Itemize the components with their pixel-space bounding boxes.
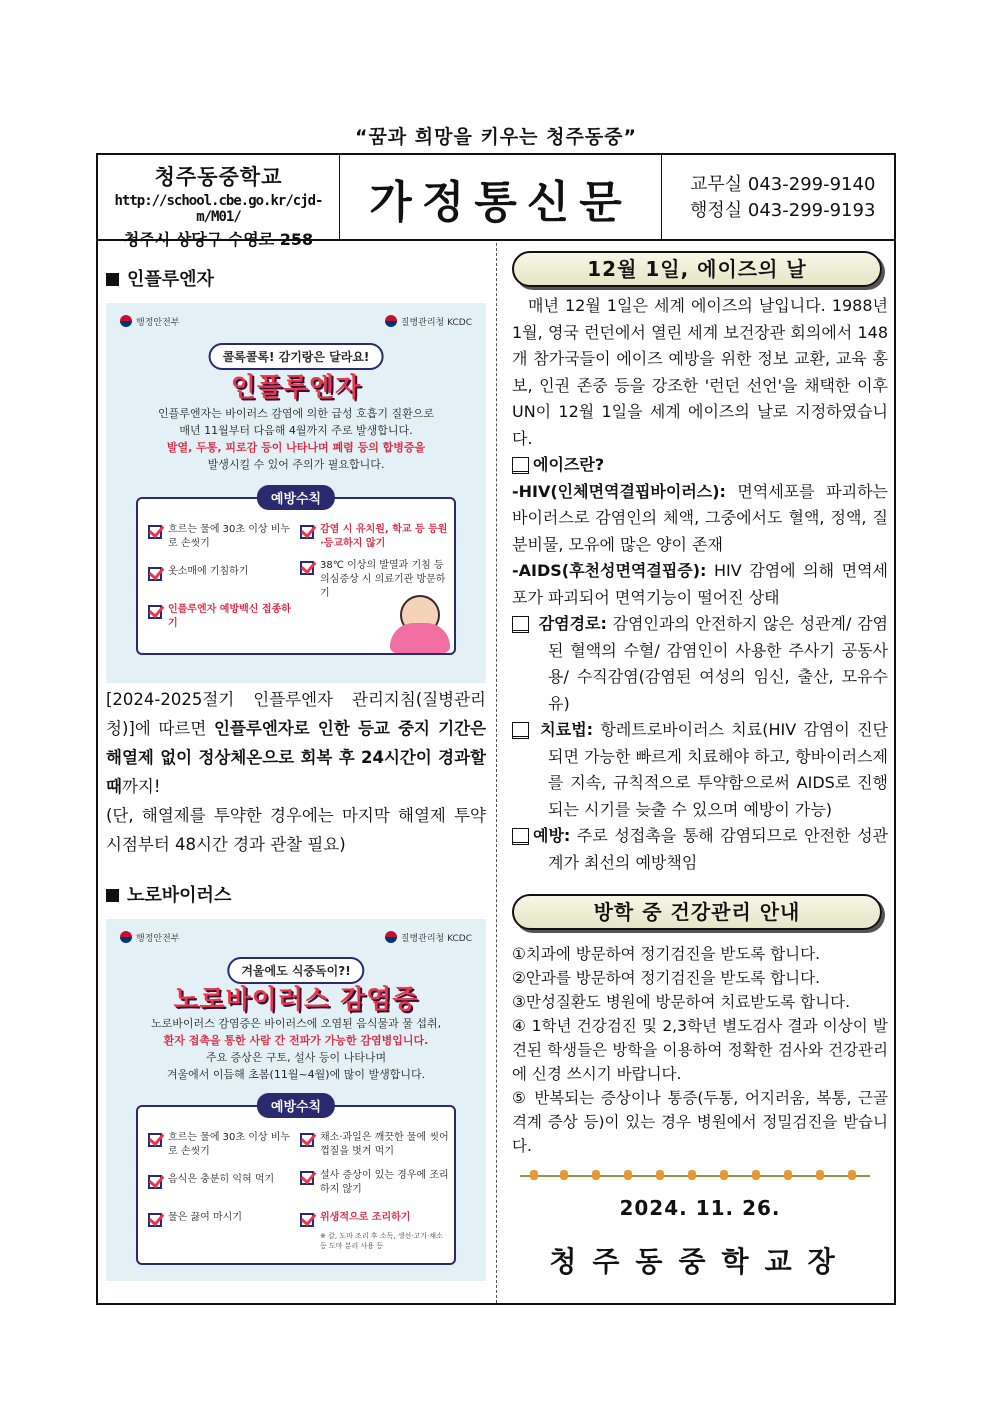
prevention-rule: 옷소매에 기침하기 (148, 565, 298, 579)
contact-academic-office: 교무실 043-299-9140 (690, 174, 876, 195)
checkbox-icon (148, 1213, 162, 1227)
list-item: ⑤ 반복되는 증상이나 통증(두통, 어지러움, 복통, 근골격계 증상 등)이 있는 경우 병원에서 정밀검진을 받습니다. (512, 1089, 888, 1155)
poster-description: 인플루엔자는 바이러스 감염에 의한 급성 호흡기 질환으로 매년 11월부터 다음해 4월까지 주로 발생합니다. 발열, 두통, 피로감 등이 나타나며 폐렴 등의 합병증을 발생시킬 수 있어 주의가 필요합니다. (157, 407, 434, 471)
aids-definition: -AIDS(후천성면역결핍증): HIV 감염에 의해 면역세포가 파괴되어 면역기능이 떨어진 상태 (512, 561, 888, 607)
flu-poster (106, 303, 486, 683)
checkbox-icon (300, 1171, 314, 1185)
prevention-rule: 38℃ 이상의 발열과 기침 등 의심증상 시 의료기관 방문하기 (300, 559, 450, 601)
checkbox-icon (512, 457, 529, 472)
contact-info (662, 155, 894, 241)
right-column (512, 243, 888, 1280)
motto: “꿈과 희망을 키우는 청주동중” (354, 126, 638, 148)
agency-left: 행정안전부 (120, 315, 179, 328)
government-logo-icon (120, 931, 132, 943)
square-bullet-icon (106, 889, 119, 902)
agency-right: 질병관리청 KCDC (385, 931, 472, 944)
prevention-rule: 채소·과일은 깨끗한 물에 씻어 껍질을 벗겨 먹기 (300, 1131, 450, 1159)
prevention-rule: 감염 시 유치원, 학교 등 등원·등교하지 않기 (300, 523, 450, 551)
list-item: ③만성질환도 병원에 방문하여 치료받도록 합니다. (512, 993, 850, 1011)
school-info (98, 155, 340, 249)
header (98, 155, 894, 249)
checkbox-icon (300, 561, 314, 575)
checkbox-icon (300, 525, 314, 539)
principal-signature: 청주동중학교장 (549, 1245, 851, 1278)
agency-right: 질병관리청 KCDC (385, 315, 472, 328)
list-item: ②안과를 방문하여 정기검진을 받도록 합니다. (512, 969, 821, 987)
prevention: 예방: 주로 성접촉을 통해 감염되므로 안전한 성관계가 최선의 예방책임 (512, 823, 888, 876)
checkbox-icon (512, 616, 529, 631)
vacation-health-banner: 방학 중 건강관리 안내 (512, 894, 882, 930)
poster-tagline: 콜록콜록! 감기랑은 달라요! (209, 343, 384, 370)
poster-title: 노로바이러스 감염증 (173, 985, 419, 1015)
infection-route: 감염경로: 감염인과의 안전하지 않은 성관계/ 감염된 혈액의 수혈/ 감염인이 사용한 주사기 공동사용/ 수직감염(감염된 여성의 임신, 출산, 모유수유) (512, 611, 888, 717)
poster-footnote: ※ 칼, 도마 조리 후 소독, 생선·고기·채소 등 도마 분리 사용 등 (320, 1232, 443, 1250)
column-divider (496, 243, 497, 1303)
vacation-health-list (512, 942, 888, 1158)
school-address: 청주시 상당구 수영로 258 (123, 230, 314, 249)
prevention-box (136, 1100, 456, 1265)
left-column (106, 243, 486, 1281)
prevention-rule: 음식은 충분히 익혀 먹기 (148, 1173, 298, 1187)
square-bullet-icon (106, 273, 119, 286)
kcdc-logo-icon (385, 315, 397, 327)
list-item: ④ 1학년 건강검진 및 2,3학년 별도검사 결과 이상이 발견된 학생들은 방학을 이용하여 정확한 검사와 건강관리에 신경 쓰시기 바랍니다. (512, 1017, 888, 1083)
checkbox-icon (512, 722, 529, 737)
poster-title: 인플루엔자 (230, 373, 362, 403)
page-title: 가정통신문 (340, 155, 662, 241)
flu-guideline-note: (단, 해열제를 투약한 경우에는 마지막 해열제 투약 시점부터 48시간 경과 관찰 필요) (106, 806, 486, 854)
issue-date: 2024. 11. 26. (619, 1196, 781, 1220)
prevention-rule: 흐르는 물에 30초 이상 비누로 손씻기 (148, 523, 298, 551)
newsletter-frame (96, 153, 896, 1305)
prevention-rule: 흐르는 물에 30초 이상 비누로 손씻기 (148, 1131, 298, 1159)
hiv-definition: -HIV(인체면역결핍바이러스): 면역세포를 파괴하는 바이러스로 감염인의 체액, 그중에서도 혈액, 정액, 질 분비물, 모유에 많은 양이 존재 (512, 481, 888, 554)
decorative-garland (520, 1166, 870, 1184)
aids-intro: 매년 12월 1일은 세계 에이즈의 날입니다. 1988년 1월, 영국 런던에서 열린 세계 보건장관 회의에서 148개 참가국들이 에이즈 예방을 위한 정보 교환, 교육 홍보, 인권 존중 등을 강조한 '런던 선언'을 채택한 이후 UN이 12월 1일을 세계 에이즈의 날로 지정하였습니다. (512, 296, 888, 448)
prevention-box (136, 492, 456, 655)
prevention-label: 예방수칙 (257, 1093, 335, 1118)
school-name: 청주동중학교 (154, 165, 283, 189)
child-body-illustration (390, 623, 450, 653)
list-item: ①치과에 방문하여 정기검진을 받도록 합니다. (512, 945, 821, 963)
prevention-rule: 인플루엔자 예방백신 접종하기 (148, 603, 298, 631)
checkbox-icon (148, 605, 162, 619)
prevention-rule: 설사 증상이 있는 경우에 조리하지 않기 (300, 1169, 450, 1197)
section-heading-norovirus: 노로바이러스 (106, 881, 486, 907)
poster-tagline: 겨울에도 식중독이?! (227, 957, 364, 984)
norovirus-poster (106, 919, 486, 1281)
poster-description: 노로바이러스 감염증은 바이러스에 오염된 음식물과 물 섭취, 환자 접촉을 통한 사람 간 전파가 가능한 감염병입니다. 주요 증상은 구토, 설사 등이 나타나며 겨울에서 이듬해 초봄(11월~4월)에 많이 발생합니다. (150, 1017, 442, 1081)
prevention-rule: 물은 끓여 마시기 (148, 1211, 298, 1225)
checkbox-icon (300, 1133, 314, 1147)
checkbox-icon (148, 1175, 162, 1189)
checkbox-icon (300, 1213, 314, 1227)
checkbox-icon (148, 525, 162, 539)
aids-day-banner: 12월 1일, 에이즈의 날 (512, 251, 882, 287)
prevention-rule: 위생적으로 조리하기 (300, 1211, 450, 1225)
checkbox-icon (148, 1133, 162, 1147)
contact-admin-office: 행정실 043-299-9193 (690, 200, 876, 221)
section-heading-flu: 인플루엔자 (106, 265, 486, 291)
checkbox-icon (512, 828, 529, 843)
prevention-label: 예방수칙 (257, 485, 335, 510)
flu-guideline-text: [2024-2025절기 인플루엔자 관리지침(질병관리청)]에 따르면 인플루엔자로 인한 등교 중지 기간은 해열제 없이 정상체온으로 회복 후 24시간이 경과할 때까지! (106, 690, 487, 796)
treatment: 치료법: 항레트로바이러스 치료(HIV 감염이 진단되면 가능한 빠르게 치료해야 하고, 항바이러스제를 지속, 규칙적으로 투약함으로써 AIDS로 진행되는 시기를 늦출 수 있으며 예방이 가능) (512, 717, 888, 823)
school-url[interactable]: http://school.cbe.go.kr/cjd-m/M01/ (114, 193, 323, 225)
agency-left: 행정안전부 (120, 931, 179, 944)
kcdc-logo-icon (385, 931, 397, 943)
aids-what-heading: 에이즈란? (512, 452, 888, 479)
government-logo-icon (120, 315, 132, 327)
checkbox-icon (148, 567, 162, 581)
